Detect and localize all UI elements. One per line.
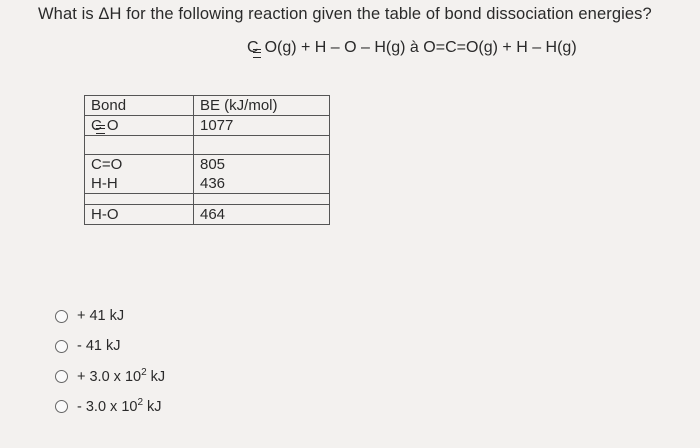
option-label (77, 367, 165, 385)
bond-cell: H-O (85, 205, 194, 225)
table-header-row (85, 96, 330, 116)
option-suffix: kJ (146, 369, 166, 385)
reaction-rest: + H – O – H(g) à O=C=O(g) + H – H(g) (296, 39, 577, 56)
be-hh-value: 436 (200, 175, 226, 192)
header-bond: Bond (85, 96, 194, 116)
triple-bond-co-table (91, 116, 102, 135)
table-row (85, 155, 330, 194)
bond-cell (85, 155, 194, 194)
radio-button-icon[interactable] (55, 400, 68, 413)
be-cell (194, 155, 330, 194)
option-prefix: + 3.0 x 10 (77, 369, 142, 385)
radio-button-icon[interactable] (55, 340, 68, 353)
gap-cell (194, 136, 330, 155)
triple-bond-icon (96, 125, 105, 134)
be-cell: 1077 (194, 116, 330, 136)
be-co-value: 805 (200, 156, 226, 173)
reaction-equation (247, 39, 577, 57)
answer-option-plus-3e2[interactable] (55, 366, 165, 386)
option-exponent: 2 (137, 397, 144, 408)
header-be: BE (kJ/mol) (194, 96, 330, 116)
triple-bond-icon (253, 49, 261, 58)
option-label: - 41 kJ (77, 338, 121, 354)
answer-option-plus-41[interactable] (55, 306, 165, 326)
answer-options (55, 306, 165, 426)
option-label: + 41 kJ (77, 308, 125, 324)
triple-bond-co (247, 39, 259, 57)
table-oxygen: O (106, 117, 119, 134)
reaction-oxygen: O(g) (264, 39, 297, 56)
table-gap-row (85, 194, 330, 205)
gap-cell (85, 194, 194, 205)
radio-button-icon[interactable] (55, 370, 68, 383)
be-cell: 464 (194, 205, 330, 225)
answer-option-minus-3e2[interactable] (55, 396, 165, 416)
table-row (85, 116, 330, 136)
table-row (85, 205, 330, 225)
option-suffix: kJ (143, 399, 162, 415)
table-carbon: C (91, 117, 102, 134)
table-gap-row (85, 136, 330, 155)
option-prefix: - 3.0 x 10 (77, 399, 138, 415)
question-text: What is ΔH for the following reaction given the table of bond dissociation energies? (38, 5, 652, 23)
bond-cell (85, 116, 194, 136)
bond-co-label: C=O (91, 156, 123, 173)
reaction-carbon: C (247, 39, 259, 56)
bond-hh-label: H-H (91, 175, 118, 192)
option-label (77, 397, 162, 415)
gap-cell (85, 136, 194, 155)
answer-option-minus-41[interactable] (55, 336, 165, 356)
option-exponent: 2 (141, 367, 147, 378)
bond-energy-table (84, 95, 330, 225)
gap-cell (194, 194, 330, 205)
radio-button-icon[interactable] (55, 310, 68, 323)
